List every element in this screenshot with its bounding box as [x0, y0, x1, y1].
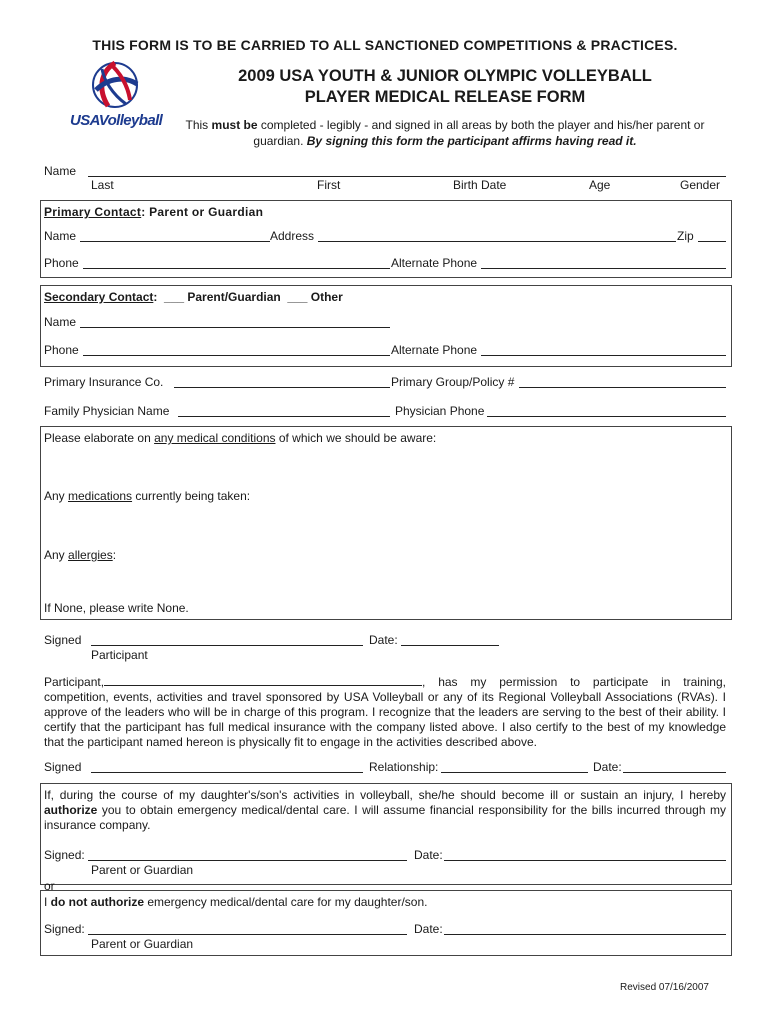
medications-area[interactable]	[44, 506, 724, 542]
meds-pre: Any	[44, 489, 69, 503]
group-policy-field[interactable]	[519, 387, 726, 388]
relationship-field[interactable]	[441, 772, 588, 773]
last-caption: Last	[91, 178, 114, 192]
birth-date-caption: Birth Date	[453, 178, 507, 192]
authorize-date-label: Date:	[414, 848, 443, 862]
allergies-prompt	[44, 548, 116, 562]
authorize-date-field[interactable]	[444, 860, 726, 861]
intro-text	[160, 117, 730, 149]
authorize-signature-field[interactable]	[88, 860, 407, 861]
meds-underlined: medications	[68, 489, 133, 503]
permission-paragraph	[44, 673, 726, 750]
physician-phone-label: Physician Phone	[395, 404, 485, 418]
secondary-contact-heading	[44, 290, 343, 304]
guardian-signed-label: Signed	[44, 760, 82, 774]
primary-insurance-label: Primary Insurance Co.	[44, 375, 164, 389]
allergies-area[interactable]	[44, 565, 724, 599]
primary-alt-phone-label: Alternate Phone	[391, 256, 478, 270]
intro-mid: completed - legibly - and signed in all areas by both the player and his/her parent or guardian.	[253, 118, 705, 148]
authorize-word: authorize	[44, 803, 98, 817]
secondary-alt-phone-label: Alternate Phone	[391, 343, 478, 357]
gender-caption: Gender	[680, 178, 721, 192]
physician-name-field[interactable]	[178, 416, 390, 417]
primary-contact-heading-rest: : Parent or Guardian	[141, 205, 264, 219]
name-field[interactable]	[88, 176, 726, 177]
primary-address-field[interactable]	[318, 241, 676, 242]
none-note: If None, please write None.	[44, 601, 189, 615]
age-caption: Age	[589, 178, 611, 192]
permission-lead: Participant,	[44, 675, 105, 689]
not-authorize-date-field[interactable]	[444, 934, 726, 935]
not-authorize-statement	[44, 895, 427, 909]
primary-contact-heading-underlined: Primary Contact	[44, 205, 142, 219]
allergies-pre: Any	[44, 548, 69, 562]
primary-name-label: Name	[44, 229, 77, 243]
secondary-alt-phone-field[interactable]	[481, 355, 726, 356]
participant-caption: Participant	[91, 648, 148, 662]
primary-contact-heading	[44, 205, 263, 219]
secondary-phone-label: Phone	[44, 343, 79, 357]
primary-zip-field[interactable]	[698, 241, 726, 242]
guardian-signature-field[interactable]	[91, 772, 363, 773]
not-authorize-bold: do not authorize	[50, 895, 144, 909]
volleyball-icon	[90, 60, 140, 110]
conditions-pre: Please elaborate on	[44, 431, 155, 445]
group-policy-label: Primary Group/Policy #	[391, 375, 515, 389]
not-authorize-post: emergency medical/dental care for my daughter/son.	[144, 895, 428, 909]
medical-conditions-area[interactable]	[44, 448, 724, 484]
or-separator: or	[44, 879, 55, 893]
physician-phone-field[interactable]	[487, 416, 726, 417]
participant-date-label: Date:	[369, 633, 398, 647]
logo-wordmark: USAVolleyball	[70, 112, 163, 129]
secondary-phone-field[interactable]	[83, 355, 390, 356]
participant-date-field[interactable]	[401, 645, 499, 646]
authorize-pre: If, during the course of my daughter's/son's activities in volleyball, she/he should become ill or sustain an injury, I hereby	[44, 788, 726, 802]
primary-zip-label: Zip	[677, 229, 694, 243]
authorize-post: you to obtain emergency medical/dental care. I will assume financial responsibility for the bills incurred through my insurance company.	[44, 803, 726, 832]
form-title-line1: 2009 USA YOUTH & JUNIOR OLYMPIC VOLLEYBALL	[238, 67, 652, 85]
not-authorize-signed-label: Signed:	[44, 922, 85, 936]
primary-insurance-field[interactable]	[174, 387, 390, 388]
primary-name-field[interactable]	[80, 241, 270, 242]
primary-alt-phone-field[interactable]	[481, 268, 726, 269]
intro-pre: This	[185, 118, 212, 132]
primary-phone-label: Phone	[44, 256, 79, 270]
guardian-date-field[interactable]	[623, 772, 726, 773]
relationship-label: Relationship:	[369, 760, 439, 774]
not-authorize-parent-caption: Parent or Guardian	[91, 937, 194, 951]
guardian-date-label: Date:	[593, 760, 622, 774]
intro-must-be: must be	[211, 118, 258, 132]
authorize-paragraph	[44, 788, 726, 833]
medications-prompt	[44, 489, 250, 503]
allergies-underlined: allergies	[68, 548, 113, 562]
carry-notice-banner: THIS FORM IS TO BE CARRIED TO ALL SANCTIONED COMPETITIONS & PRACTICES.	[92, 37, 678, 53]
secondary-contact-heading-rest: : ___ Parent/Guardian ___ Other	[153, 290, 343, 304]
form-title-line2: PLAYER MEDICAL RELEASE FORM	[304, 88, 586, 106]
conditions-underlined: any medical conditions	[154, 431, 276, 445]
primary-address-label: Address	[270, 229, 315, 243]
participant-signed-label: Signed	[44, 633, 82, 647]
authorize-parent-caption: Parent or Guardian	[91, 863, 194, 877]
secondary-contact-heading-underlined: Secondary Contact	[44, 290, 154, 304]
medical-conditions-prompt	[44, 431, 436, 445]
not-authorize-date-label: Date:	[414, 922, 443, 936]
usa-volleyball-logo	[66, 60, 163, 130]
physician-name-label: Family Physician Name	[44, 404, 170, 418]
authorize-signed-label: Signed:	[44, 848, 85, 862]
meds-post: currently being taken:	[132, 489, 251, 503]
allergies-post: :	[112, 548, 117, 562]
intro-affirm: By signing this form the participant affirms having read it.	[306, 134, 637, 148]
not-authorize-pre: I	[44, 895, 51, 909]
not-authorize-signature-field[interactable]	[88, 934, 407, 935]
secondary-name-field[interactable]	[80, 327, 390, 328]
secondary-name-label: Name	[44, 315, 77, 329]
permission-text: , has my permission to participate in training, competition, events, activities and travel sponsored by USA Volleyball or any of its Regional Volleyball Associations (RVAs). I approve of the leaders who will be in charge of this program. I recognize that the leaders are serving to the best of their ability. I certify that the participant has full medical insurance with the company listed above. I also certify to the best of my knowledge that the participant named hereon is physically fit to engage in the activities described above.	[44, 675, 726, 749]
participant-name-field[interactable]	[104, 673, 422, 686]
primary-phone-field[interactable]	[83, 268, 390, 269]
revised-date: Revised 07/16/2007	[620, 982, 709, 993]
name-label: Name	[44, 164, 77, 178]
first-caption: First	[317, 178, 341, 192]
conditions-post: of which we should be aware:	[275, 431, 437, 445]
participant-signature-field[interactable]	[91, 645, 363, 646]
